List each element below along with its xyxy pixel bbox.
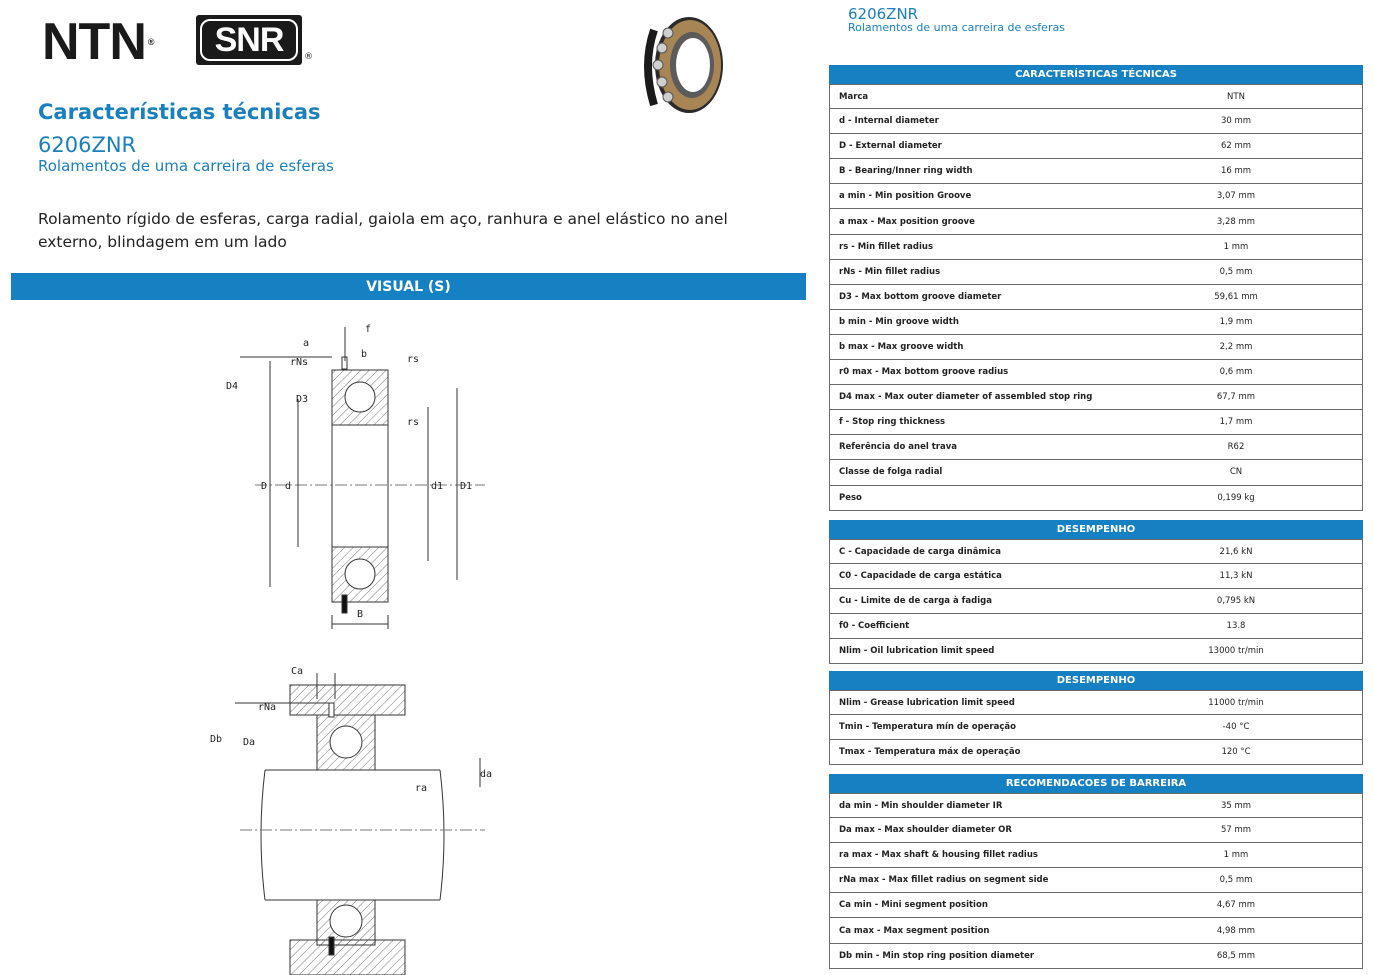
ntn-logo: NTN ® [42, 13, 154, 71]
label-rs: rs [407, 354, 420, 365]
table-row: b min - Min groove width 1,9 mm [829, 310, 1363, 335]
page-title: Características técnicas [38, 100, 321, 124]
table-row: r0 max - Max bottom groove radius 0,6 mm [829, 360, 1363, 385]
corner-subtitle: Rolamentos de uma carreira de esferas [848, 21, 1065, 34]
label-Ca: Ca [291, 666, 304, 677]
label-d: d [285, 481, 292, 492]
snr-logo: SNR [196, 15, 302, 65]
spec-table [829, 793, 1363, 969]
label-Da: Da [243, 737, 256, 748]
table-row: D3 - Max bottom groove diameter 59,61 mm [829, 285, 1363, 310]
label-ra: ra [415, 783, 428, 794]
product-reference: 6206ZNR [38, 133, 137, 157]
visual-section-header: VISUAL (S) [11, 273, 806, 300]
section-performance-2 [829, 671, 1363, 765]
label-rNa: rNa [258, 702, 277, 713]
table-row: Cu - Limite de de carga à fadiga 0,795 kN [829, 589, 1363, 614]
bearing-cross-section [240, 327, 485, 629]
section-header: RECOMENDACOES DE BARREIRA [829, 774, 1363, 793]
label-f: f [365, 324, 372, 335]
table-row: Classe de folga radial CN [829, 460, 1363, 485]
mounting-arrangement [235, 673, 485, 975]
table-row: b max - Max groove width 2,2 mm [829, 335, 1363, 360]
table-row: Tmin - Temperatura mín de operação -40 °C [829, 715, 1363, 740]
product-description: Rolamento rígido de esferas, carga radial, gaiola em aço, ranhura e anel elástico no anel externo, blindagem em um lado [38, 210, 728, 251]
spec-table [829, 539, 1363, 664]
table-row: f - Stop ring thickness 1,7 mm [829, 410, 1363, 435]
table-row: Marca NTN [829, 84, 1363, 109]
table-row: Da max - Max shoulder diameter OR 57 mm [829, 818, 1363, 843]
label-Db: Db [210, 734, 223, 745]
table-row: Ca max - Max segment position 4,98 mm [829, 918, 1363, 943]
table-row: Ca min - Mini segment position 4,67 mm [829, 893, 1363, 918]
technical-drawing [195, 315, 515, 975]
table-row: rNa max - Max fillet radius on segment side 0,5 mm [829, 868, 1363, 893]
section-performance-1 [829, 520, 1363, 664]
label-D: D [261, 481, 268, 492]
spec-table [829, 84, 1363, 511]
table-row: Nlim - Grease lubrication limit speed 11000 tr/min [829, 690, 1363, 715]
table-row: Referência do anel trava R62 [829, 435, 1363, 460]
section-header: CARACTERÍSTICAS TÉCNICAS [829, 65, 1363, 84]
table-row: ra max - Max shaft & housing fillet radius 1 mm [829, 843, 1363, 868]
table-row: Db min - Min stop ring position diameter 68,5 mm [829, 944, 1363, 969]
table-row: Tmax - Temperatura máx de operação 120 °C [829, 740, 1363, 765]
table-row: rNs - Min fillet radius 0,5 mm [829, 260, 1363, 285]
label-rs-inner: rs [407, 417, 420, 428]
label-D1: D1 [460, 481, 473, 492]
bearing-product-image [634, 10, 734, 120]
table-row: a min - Min position Groove 3,07 mm [829, 184, 1363, 209]
section-technical-characteristics [829, 65, 1363, 511]
table-row: D - External diameter 62 mm [829, 134, 1363, 159]
snr-registered-mark: ® [304, 52, 313, 62]
table-row: Peso 0,199 kg [829, 486, 1363, 511]
label-D4: D4 [226, 381, 239, 392]
label-da: da [480, 769, 493, 780]
table-row: rs - Min fillet radius 1 mm [829, 235, 1363, 260]
table-row: B - Bearing/Inner ring width 16 mm [829, 159, 1363, 184]
table-row: D4 max - Max outer diameter of assembled stop ring 67,7 mm [829, 385, 1363, 410]
label-d1: d1 [431, 481, 444, 492]
section-header: DESEMPENHO [829, 520, 1363, 539]
corner-reference: 6206ZNR [848, 5, 919, 23]
table-row: Nlim - Oil lubrication limit speed 13000 tr/min [829, 639, 1363, 664]
section-header: DESEMPENHO [829, 671, 1363, 690]
label-rNs: rNs [290, 357, 309, 368]
table-row: d - Internal diameter 30 mm [829, 109, 1363, 134]
table-row: C0 - Capacidade de carga estática 11,3 kN [829, 564, 1363, 589]
label-a: a [303, 338, 310, 349]
table-row: a max - Max position groove 3,28 mm [829, 209, 1363, 234]
table-row: C - Capacidade de carga dinâmica 21,6 kN [829, 539, 1363, 564]
table-row: da min - Min shoulder diameter IR 35 mm [829, 793, 1363, 818]
label-B: B [357, 609, 364, 620]
spec-table [829, 690, 1363, 765]
product-subtitle: Rolamentos de uma carreira de esferas [38, 157, 334, 175]
section-barrier-recommendations [829, 774, 1363, 969]
table-row: f0 - Coefficient 13.8 [829, 614, 1363, 639]
label-D3: D3 [296, 394, 309, 405]
label-b: b [361, 349, 368, 360]
